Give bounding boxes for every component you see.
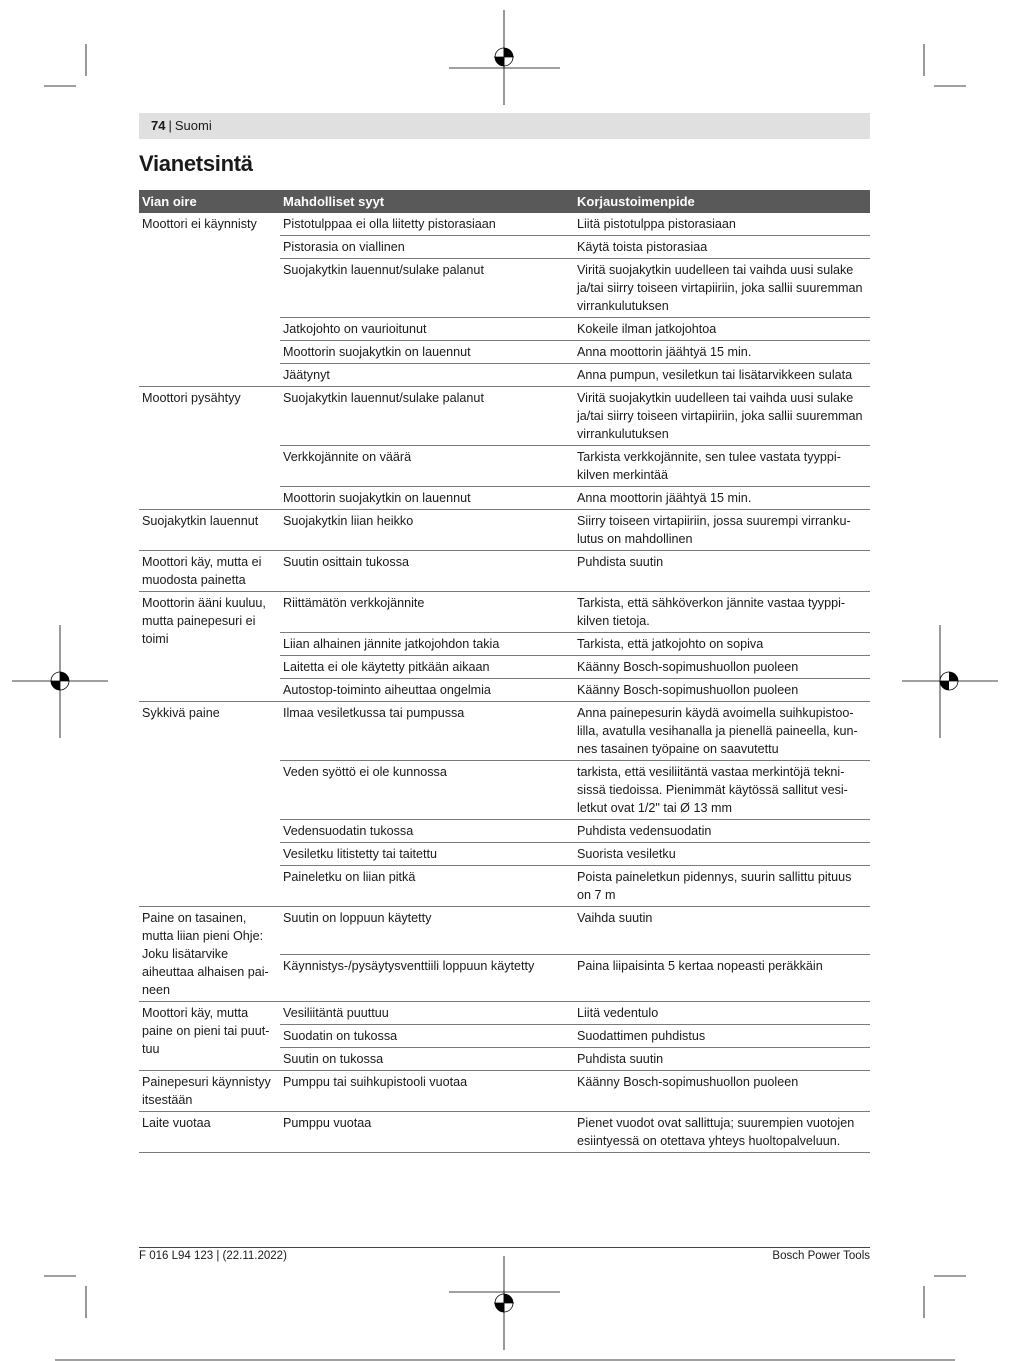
page-number: 74 — [151, 118, 166, 133]
cause-cell: Moottorin suojakytkin on lauennut — [280, 341, 574, 364]
remedy-cell: tarkista, että vesiliitäntä vastaa merkintöjä teknisissä tiedoissa. Pienimmät käytössä sallitut vesiletkut ovat 1/2" tai Ø 13 mm — [574, 761, 870, 820]
table-row — [139, 510, 870, 551]
troubleshooting-table — [139, 190, 870, 1153]
remedy-cell: Anna painepesurin käydä avoimella suihkupistoolilla, avatulla vesihanalla ja pienellä paineella, kunnes tasainen työpaine on saavutettu — [574, 702, 870, 761]
remedy-cell: Kokeile ilman jatkojohtoa — [574, 318, 870, 341]
symptom-cell: Laite vuotaa — [139, 1112, 280, 1153]
cause-cell: Suodatin on tukossa — [280, 1025, 574, 1048]
table-row — [139, 1112, 870, 1153]
table-row — [139, 551, 870, 592]
table-row — [139, 1002, 870, 1025]
cause-cell: Pumppu tai suihkupistooli vuotaa — [280, 1071, 574, 1112]
cause-cell: Veden syöttö ei ole kunnossa — [280, 761, 574, 820]
cause-cell: Pumppu vuotaa — [280, 1112, 574, 1153]
remedy-cell: Siirry toiseen virtapiiriin, jossa suurempi virrankulutus on mahdollinen — [574, 510, 870, 551]
remedy-cell: Poista paineletkun pidennys, suurin sallittu pituus on 7 m — [574, 866, 870, 907]
cause-cell: Laitetta ei ole käytetty pitkään aikaan — [280, 656, 574, 679]
remedy-cell: Puhdista vedensuodatin — [574, 820, 870, 843]
cause-cell: Käynnistys-/pysäytysventtiili loppuun käytetty — [280, 954, 574, 1002]
cause-cell: Pistorasia on viallinen — [280, 236, 574, 259]
remedy-cell: Vaihda suutin — [574, 907, 870, 955]
symptom-cell: Moottori käy, mutta ei muodosta painetta — [139, 551, 280, 592]
footer-doc-id: F 016 L94 123 | (22.11.2022) — [139, 1250, 287, 1262]
column-header-symptom: Vian oire — [139, 190, 280, 213]
remedy-cell: Paina liipaisinta 5 kertaa nopeasti peräkkäin — [574, 954, 870, 1002]
table-row — [139, 907, 870, 955]
table-row — [139, 213, 870, 236]
page-title: Vianetsintä — [139, 151, 253, 176]
cause-cell: Liian alhainen jännite jatkojohdon takia — [280, 633, 574, 656]
symptom-cell: Moottorin ääni kuuluu, mutta painepesuri ei toimi — [139, 592, 280, 702]
cause-cell: Riittämätön verkkojännite — [280, 592, 574, 633]
table-row — [139, 387, 870, 446]
header-language: Suomi — [174, 118, 212, 133]
remedy-cell: Käänny Bosch-sopimushuollon puoleen — [574, 679, 870, 702]
symptom-cell: Moottori käy, mutta paine on pieni tai puuttuu — [139, 1002, 280, 1071]
remedy-cell: Liitä pistotulppa pistorasiaan — [574, 213, 870, 236]
table-row — [139, 1071, 870, 1112]
cause-cell: Verkkojännite on väärä — [280, 446, 574, 487]
remedy-cell: Tarkista, että jatkojohto on sopiva — [574, 633, 870, 656]
cause-cell: Vedensuodatin tukossa — [280, 820, 574, 843]
cause-cell: Autostop-toiminto aiheuttaa ongelmia — [280, 679, 574, 702]
symptom-cell: Moottori ei käynnisty — [139, 213, 280, 387]
table-body — [139, 213, 870, 1153]
cause-cell: Suojakytkin lauennut/sulake palanut — [280, 259, 574, 318]
remedy-cell: Viritä suojakytkin uudelleen tai vaihda uusi sulake ja/tai siirry toiseen virtapiiriin, joka sallii suuremman virrankulutuksen — [574, 259, 870, 318]
column-header-cause: Mahdolliset syyt — [280, 190, 574, 213]
symptom-cell: Suojakytkin lauennut — [139, 510, 280, 551]
footer-rule — [139, 1247, 870, 1248]
remedy-cell: Käänny Bosch-sopimushuollon puoleen — [574, 656, 870, 679]
cause-cell: Jäätynyt — [280, 364, 574, 387]
cause-cell: Suutin osittain tukossa — [280, 551, 574, 592]
cause-cell: Suutin on tukossa — [280, 1048, 574, 1071]
symptom-cell: Paine on tasainen, mutta liian pieni Ohje: Joku lisätarvike aiheuttaa alhaisen paineen — [139, 907, 280, 1002]
remedy-cell: Puhdista suutin — [574, 551, 870, 592]
footer-brand: Bosch Power Tools — [772, 1250, 870, 1262]
cause-cell: Suojakytkin liian heikko — [280, 510, 574, 551]
symptom-cell: Moottori pysähtyy — [139, 387, 280, 510]
remedy-cell: Anna moottorin jäähtyä 15 min. — [574, 487, 870, 510]
remedy-cell: Pienet vuodot ovat sallittuja; suurempien vuotojen esiintyessä on otettava yhteys huoltopalveluun. — [574, 1112, 870, 1153]
table-header-row — [139, 190, 870, 213]
symptom-cell: Painepesuri käynnistyy itsestään — [139, 1071, 280, 1112]
symptom-cell: Sykkivä paine — [139, 702, 280, 907]
remedy-cell: Suorista vesiletku — [574, 843, 870, 866]
cause-cell: Vesiliitäntä puuttuu — [280, 1002, 574, 1025]
remedy-cell: Anna moottorin jäähtyä 15 min. — [574, 341, 870, 364]
cause-cell: Vesiletku litistetty tai taitettu — [280, 843, 574, 866]
cause-cell: Paineletku on liian pitkä — [280, 866, 574, 907]
column-header-remedy: Korjaustoimenpide — [574, 190, 870, 213]
table-row — [139, 702, 870, 761]
remedy-cell: Suodattimen puhdistus — [574, 1025, 870, 1048]
remedy-cell: Tarkista, että sähköverkon jännite vastaa tyyppikilven tietoja. — [574, 592, 870, 633]
page-header — [139, 113, 870, 139]
cause-cell: Jatkojohto on vaurioitunut — [280, 318, 574, 341]
cause-cell: Suutin on loppuun käytetty — [280, 907, 574, 955]
remedy-cell: Viritä suojakytkin uudelleen tai vaihda uusi sulake ja/tai siirry toiseen virtapiiriin, joka sallii suuremman virrankulutuksen — [574, 387, 870, 446]
remedy-cell: Puhdista suutin — [574, 1048, 870, 1071]
header-separator: | — [168, 118, 172, 133]
table-row — [139, 592, 870, 633]
cause-cell: Moottorin suojakytkin on lauennut — [280, 487, 574, 510]
remedy-cell: Liitä vedentulo — [574, 1002, 870, 1025]
remedy-cell: Tarkista verkkojännite, sen tulee vastata tyyppikilven merkintää — [574, 446, 870, 487]
remedy-cell: Käytä toista pistorasiaa — [574, 236, 870, 259]
cause-cell: Pistotulppaa ei olla liitetty pistorasiaan — [280, 213, 574, 236]
remedy-cell: Anna pumpun, vesiletkun tai lisätarvikkeen sulata — [574, 364, 870, 387]
cause-cell: Ilmaa vesiletkussa tai pumpussa — [280, 702, 574, 761]
remedy-cell: Käänny Bosch-sopimushuollon puoleen — [574, 1071, 870, 1112]
cause-cell: Suojakytkin lauennut/sulake palanut — [280, 387, 574, 446]
